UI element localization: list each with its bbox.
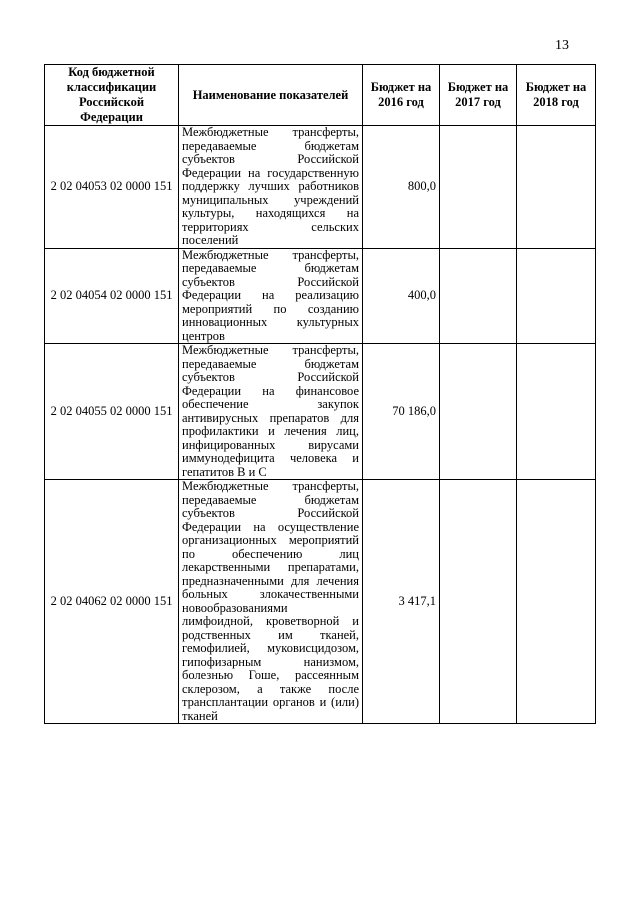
row-budget-2016: 3 417,1 — [363, 480, 440, 724]
header-budget-2017: Бюджет на 2017 год — [440, 65, 517, 126]
row-name: Межбюджетные трансферты, передаваемые бюджетам субъектов Российской Федерации на реализацию мероприятий по созданию инновационных культурных центров — [179, 248, 363, 344]
table-body — [45, 126, 596, 724]
header-budget-2016: Бюджет на 2016 год — [363, 65, 440, 126]
row-code: 2 02 04053 02 0000 151 — [45, 126, 179, 249]
header-row — [45, 65, 596, 126]
row-budget-2018 — [517, 126, 596, 249]
budget-table — [44, 64, 596, 724]
table-row — [45, 126, 596, 249]
row-budget-2017 — [440, 126, 517, 249]
row-budget-2018 — [517, 480, 596, 724]
row-budget-2016: 70 186,0 — [363, 344, 440, 480]
row-budget-2016: 800,0 — [363, 126, 440, 249]
row-name: Межбюджетные трансферты, передаваемые бюджетам субъектов Российской Федерации на финансовое обеспечение закупок антивирусных препаратов для профилактики и лечения лиц, инфицированных вирусами иммунодефицита человека и гепатитов В и С — [179, 344, 363, 480]
header-code: Код бюджетной классификации Российской Федерации — [45, 65, 179, 126]
header-name: Наименование показателей — [179, 65, 363, 126]
row-name: Межбюджетные трансферты, передаваемые бюджетам субъектов Российской Федерации на осуществление организационных мероприятий по обеспечению лиц лекарственными препаратами, предназначенными для лечения больных злокачественными новообразованиями лимфоидной, кроветворной и родственных им тканей, гемофилией, муковисцидозом, гипофизарным нанизмом, болезнью Гоше, рассеянным склерозом, а также после трансплантации органов и (или) тканей — [179, 480, 363, 724]
row-budget-2017 — [440, 344, 517, 480]
row-name: Межбюджетные трансферты, передаваемые бюджетам субъектов Российской Федерации на государственную поддержку лучших работников муниципальных учреждений культуры, находящихся на территориях сельских поселений — [179, 126, 363, 249]
table-row — [45, 248, 596, 344]
row-budget-2017 — [440, 480, 517, 724]
row-code: 2 02 04054 02 0000 151 — [45, 248, 179, 344]
row-budget-2018 — [517, 344, 596, 480]
row-code: 2 02 04055 02 0000 151 — [45, 344, 179, 480]
row-budget-2017 — [440, 248, 517, 344]
header-budget-2018: Бюджет на 2018 год — [517, 65, 596, 126]
page-number: 13 — [555, 38, 569, 53]
row-budget-2018 — [517, 248, 596, 344]
table-row — [45, 480, 596, 724]
row-budget-2016: 400,0 — [363, 248, 440, 344]
table-row — [45, 344, 596, 480]
row-code: 2 02 04062 02 0000 151 — [45, 480, 179, 724]
table-header — [45, 65, 596, 126]
